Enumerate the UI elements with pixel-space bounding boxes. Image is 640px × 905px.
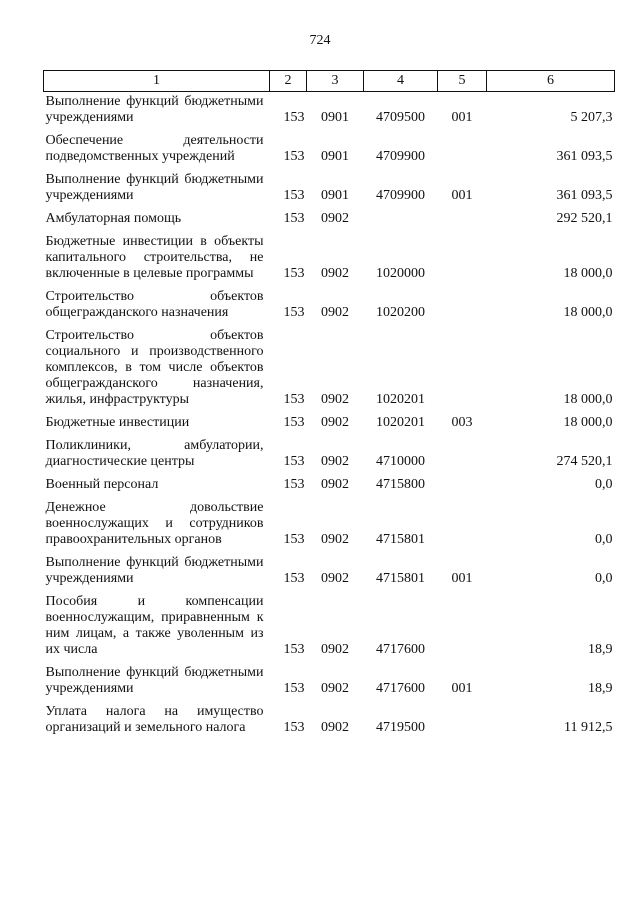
- row-name: Военный персонал: [45, 477, 159, 492]
- row-expense-type-code: [438, 592, 487, 663]
- row-name: Строительство объектов общегражданского назначения: [45, 289, 264, 320]
- row-article-code: 4717600: [376, 642, 425, 657]
- table-row: [44, 92, 615, 132]
- row-amount: 18 000,0: [563, 392, 613, 407]
- row-ministry-code: 153: [283, 720, 305, 735]
- row-ministry-code: 153: [283, 211, 305, 226]
- row-ministry-code: 153: [283, 681, 305, 696]
- row-amount: 18 000,0: [563, 415, 613, 430]
- row-article-code: 1020200: [376, 305, 425, 320]
- table-row: [44, 475, 615, 498]
- table-row: [44, 663, 615, 702]
- budget-table: [43, 70, 615, 741]
- header-row: [44, 71, 615, 92]
- table-header: [44, 71, 615, 92]
- row-article-code: 4715801: [376, 571, 425, 586]
- row-name: Выполнение функций бюджетными учреждениями: [45, 665, 264, 696]
- table-row: [44, 326, 615, 413]
- row-ministry-code: 153: [283, 110, 305, 125]
- table-row: [44, 702, 615, 741]
- header-col-4: 4: [364, 71, 438, 92]
- row-ministry-code: 153: [283, 188, 305, 203]
- row-amount: 18,9: [588, 642, 613, 657]
- row-section-code: 0901: [321, 110, 349, 125]
- table-row: [44, 413, 615, 436]
- row-expense-type-code: [438, 131, 487, 170]
- row-article-code: [364, 209, 438, 232]
- row-name: Амбулаторная помощь: [45, 211, 182, 226]
- row-ministry-code: 153: [283, 266, 305, 281]
- row-amount: 18,9: [588, 681, 613, 696]
- row-amount: 18 000,0: [563, 266, 613, 281]
- row-article-code: 1020000: [376, 266, 425, 281]
- row-expense-type-code: [438, 287, 487, 326]
- row-name: Денежное довольствие военнослужащих и сотрудников правоохранительных органов: [45, 500, 264, 547]
- row-name: Строительство объектов социального и производственного комплексов, в том числе объектов общегражданского назначения, жилья, инфраструктуры: [45, 328, 264, 407]
- row-expense-type-code: 001: [451, 188, 473, 203]
- header-col-1: 1: [44, 71, 270, 92]
- row-amount: 0,0: [595, 532, 613, 547]
- header-col-5: 5: [438, 71, 487, 92]
- header-col-2: 2: [270, 71, 307, 92]
- row-name: Обеспечение деятельности подведомственных учреждений: [45, 133, 264, 164]
- row-section-code: 0902: [321, 681, 349, 696]
- row-expense-type-code: [438, 702, 487, 741]
- row-expense-type-code: [438, 326, 487, 413]
- table-row: [44, 209, 615, 232]
- row-article-code: 4715801: [376, 532, 425, 547]
- row-expense-type-code: 001: [451, 110, 473, 125]
- row-article-code: 4709900: [376, 149, 425, 164]
- table-row: [44, 287, 615, 326]
- row-section-code: 0902: [321, 211, 349, 226]
- table-row: [44, 170, 615, 209]
- table-body: [44, 92, 615, 742]
- row-ministry-code: 153: [283, 477, 305, 492]
- row-expense-type-code: [438, 475, 487, 498]
- table-row: [44, 592, 615, 663]
- row-expense-type-code: 003: [451, 415, 473, 430]
- row-amount: 274 520,1: [556, 454, 613, 469]
- row-expense-type-code: [438, 498, 487, 553]
- header-col-3: 3: [307, 71, 364, 92]
- row-name: Выполнение функций бюджетными учреждениями: [45, 555, 264, 586]
- row-name: Пособия и компенсации военнослужащим, приравненным к ним лицам, а также уволенным из их числа: [45, 594, 264, 657]
- row-section-code: 0901: [321, 188, 349, 203]
- row-ministry-code: 153: [283, 305, 305, 320]
- row-amount: 361 093,5: [556, 188, 613, 203]
- row-section-code: 0902: [321, 305, 349, 320]
- row-name: Выполнение функций бюджетными учреждениями: [45, 172, 264, 203]
- row-section-code: 0902: [321, 392, 349, 407]
- row-amount: 0,0: [595, 571, 613, 586]
- row-article-code: 4717600: [376, 681, 425, 696]
- row-article-code: 4715800: [376, 477, 425, 492]
- row-section-code: 0901: [321, 149, 349, 164]
- table-row: [44, 232, 615, 287]
- row-section-code: 0902: [321, 477, 349, 492]
- row-section-code: 0902: [321, 415, 349, 430]
- row-name: Уплата налога на имущество организаций и земельного налога: [45, 704, 264, 735]
- row-amount: 292 520,1: [556, 211, 613, 226]
- row-ministry-code: 153: [283, 571, 305, 586]
- row-article-code: 4719500: [376, 720, 425, 735]
- table-row: [44, 498, 615, 553]
- row-ministry-code: 153: [283, 392, 305, 407]
- row-amount: 5 207,3: [570, 110, 613, 125]
- row-amount: 11 912,5: [564, 720, 613, 735]
- row-section-code: 0902: [321, 266, 349, 281]
- row-name: Поликлиники, амбулатории, диагностические центры: [45, 438, 264, 469]
- row-article-code: 1020201: [376, 392, 425, 407]
- row-section-code: 0902: [321, 571, 349, 586]
- row-name: Бюджетные инвестиции: [45, 415, 190, 430]
- row-article-code: 4710000: [376, 454, 425, 469]
- row-expense-type-code: 001: [451, 681, 473, 696]
- row-ministry-code: 153: [283, 454, 305, 469]
- row-section-code: 0902: [321, 454, 349, 469]
- row-amount: 361 093,5: [556, 149, 613, 164]
- row-expense-type-code: 001: [451, 571, 473, 586]
- row-section-code: 0902: [321, 642, 349, 657]
- row-ministry-code: 153: [283, 149, 305, 164]
- row-expense-type-code: [438, 232, 487, 287]
- row-article-code: 4709900: [376, 188, 425, 203]
- row-ministry-code: 153: [283, 415, 305, 430]
- row-amount: 18 000,0: [563, 305, 613, 320]
- row-section-code: 0902: [321, 720, 349, 735]
- table-row: [44, 436, 615, 475]
- row-ministry-code: 153: [283, 642, 305, 657]
- row-name: Выполнение функций бюджетными учреждениями: [45, 94, 264, 125]
- table-row: [44, 131, 615, 170]
- row-ministry-code: 153: [283, 532, 305, 547]
- row-article-code: 4709500: [376, 110, 425, 125]
- row-amount: 0,0: [595, 477, 613, 492]
- row-article-code: 1020201: [376, 415, 425, 430]
- row-expense-type-code: [438, 209, 487, 232]
- row-expense-type-code: [438, 436, 487, 475]
- row-section-code: 0902: [321, 532, 349, 547]
- table-row: [44, 553, 615, 592]
- header-col-6: 6: [487, 71, 615, 92]
- row-name: Бюджетные инвестиции в объекты капитального строительства, не включенные в целевые программы: [45, 234, 264, 281]
- page-number: 724: [309, 33, 331, 48]
